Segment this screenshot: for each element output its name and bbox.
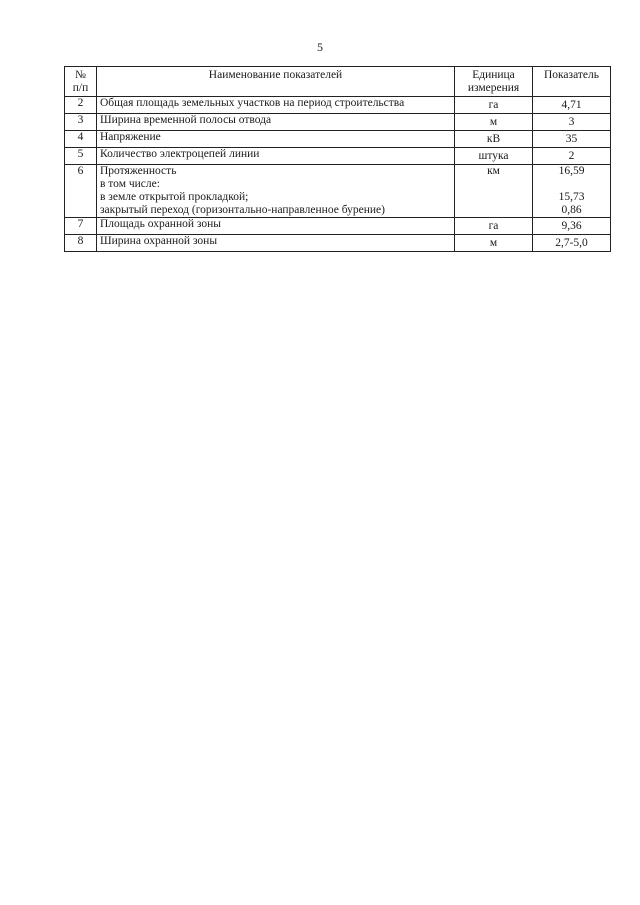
header-name: Наименование показателей [97,67,455,97]
row-num: 3 [65,114,97,131]
table-row [65,97,611,114]
row-num: 2 [65,97,97,114]
table-header-row [65,67,611,97]
header-num: № п/п [65,67,97,97]
row-num: 6 [65,165,97,218]
table-row [65,131,611,148]
row-unit: м [455,235,533,252]
row-unit: штука [455,148,533,165]
value-open: 15,73 [558,191,585,203]
row-num: 7 [65,218,97,235]
row-num: 5 [65,148,97,165]
header-unit: Единица измерения [455,67,533,97]
row-value [533,165,611,218]
row-name: Ширина охранной зоны [97,235,455,252]
row-name: Ширина временной полосы отвода [97,114,455,131]
row-unit: м [455,114,533,131]
row-num: 8 [65,235,97,252]
header-value: Показатель [533,67,611,97]
table-row [65,114,611,131]
row-name: Напряжение [97,131,455,148]
indicators-table [64,66,611,252]
value-total: 16,59 [558,165,585,177]
row-unit: га [455,218,533,235]
row-name: Количество электроцепей линии [97,148,455,165]
row-value: 9,36 [533,218,611,235]
row-name-line: в земле открытой прокладкой; [100,191,249,203]
row-value: 3 [533,114,611,131]
page-number: 5 [317,40,323,54]
row-value: 4,71 [533,97,611,114]
row-name-line: Протяженность [100,165,177,177]
row-num: 4 [65,131,97,148]
row-value: 2,7-5,0 [533,235,611,252]
row-unit: га [455,97,533,114]
row-name-line: закрытый переход (горизонтально-направленное бурение) [100,204,385,216]
table-row [65,148,611,165]
table-row [65,165,611,218]
row-name [97,165,455,218]
row-name-line: в том числе: [100,178,160,190]
row-name: Площадь охранной зоны [97,218,455,235]
row-unit: кВ [455,131,533,148]
row-value: 35 [533,131,611,148]
row-value: 2 [533,148,611,165]
row-unit: км [455,165,533,218]
table-row [65,218,611,235]
row-name: Общая площадь земельных участков на период строительства [97,97,455,114]
value-closed: 0,86 [561,204,582,216]
table-row [65,235,611,252]
